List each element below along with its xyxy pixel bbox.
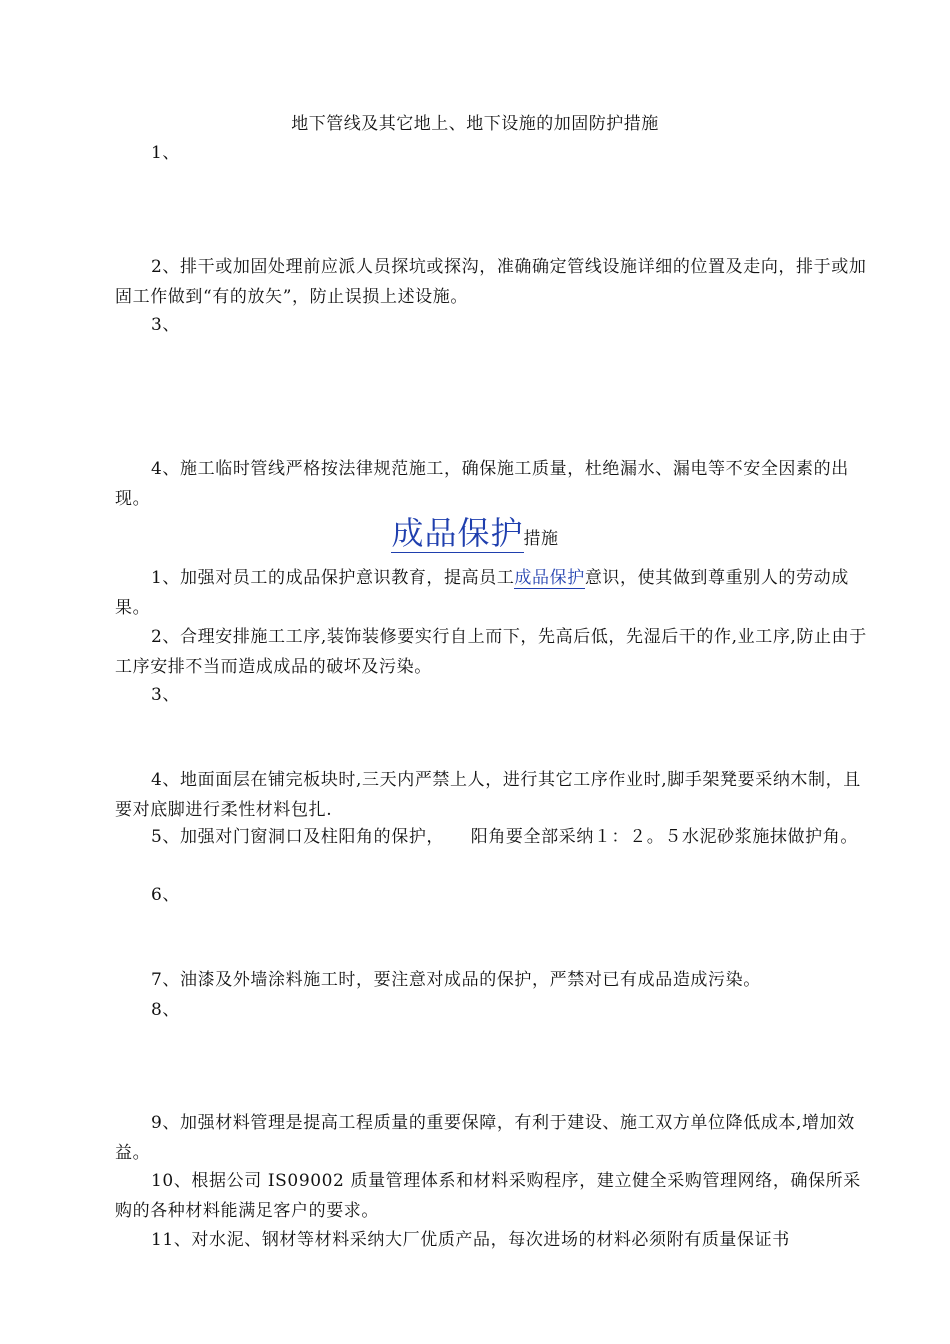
protection-item-5: 5、加强对门窗洞口及柱阳角的保护， 阳角要全部采纳１：２。５水泥砂浆施抹做护角。 <box>151 827 858 847</box>
list-item-4: 4、施工临时管线严格按法律规范施工，确保施工质量，杜绝漏水、漏电等不安全因素的出现。 <box>115 459 849 509</box>
protection-item-11: 11、对水泥、钢材等材料采纳大厂优质产品，每次进场的材料必须附有质量保证书 <box>151 1230 790 1250</box>
list-item-2: 2、排干或加固处理前应派人员探坑或探沟，准确确定管线设施详细的位置及走向，排于或加固工作做到“有的放矢”，防止误损上述设施。 <box>115 257 867 307</box>
protection-item-1-suffix: 意识，使其做到尊重别人的劳动成果。 <box>115 568 849 618</box>
protection-item-7: 7、油漆及外墙涂料施工时，要注意对成品的保护，严禁对已有成品造成污染。 <box>151 970 761 990</box>
finished-product-protection-link[interactable]: 成品保护 <box>391 514 524 552</box>
protection-item-1 <box>115 563 870 623</box>
list-item-1: 1、 <box>151 143 181 163</box>
section-title-suffix: 措施 <box>523 529 559 549</box>
section-title-underground-protection: 地下管线及其它地上、地下设施的加固防护措施 <box>291 114 659 134</box>
protection-item-9: 9、加强材料管理是提高工程质量的重要保障，有利于建设、施工双方单位降低成本,增加效益。 <box>115 1113 855 1163</box>
protection-item-2: 2、合理安排施工工序,装饰装修要实行自上而下，先高后低，先湿后干的作,业工序,防止由于工序安排不当而造成成品的破坏及污染。 <box>115 627 867 677</box>
protection-item-3: 3、 <box>151 685 181 705</box>
protection-item-6: 6、 <box>151 885 181 905</box>
protection-item-10: 10、根据公司 IS09002 质量管理体系和材料采购程序，建立健全采购管理网络，确保所采购的各种材料能满足客户的要求。 <box>115 1171 861 1221</box>
section-title-finished-product-protection <box>0 510 950 562</box>
protection-item-1-prefix: 1、加强对员工的成品保护意识教育，提高员工 <box>151 568 515 588</box>
protection-item-4: 4、地面面层在铺完板块时,三天内严禁上人，进行其它工序作业时,脚手架凳要采纳木制，且要对底脚进行柔性材料包扎. <box>115 770 861 820</box>
protection-item-8: 8、 <box>151 1000 181 1020</box>
protection-inline-link[interactable]: 成品保护 <box>514 568 585 588</box>
list-item-3: 3、 <box>151 315 181 335</box>
